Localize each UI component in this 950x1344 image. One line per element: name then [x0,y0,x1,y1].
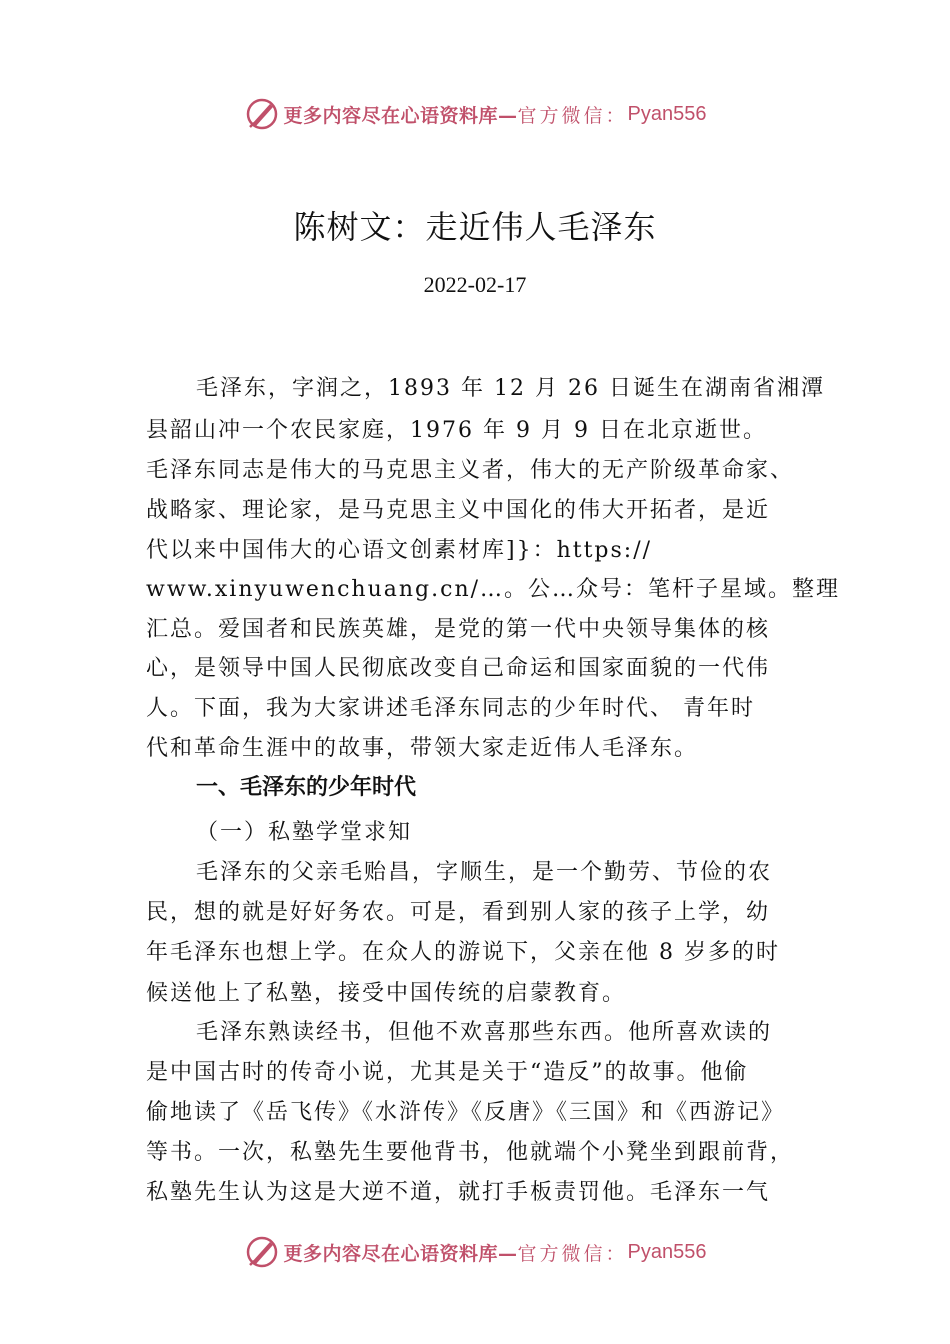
paragraph-line: www.xinyuwenchuang.cn/…。公…众号：笔杆子星域。整理 [146,577,841,602]
footer-banner [0,1232,950,1272]
paragraph-line: 毛泽东的父亲毛贻昌，字顺生，是一个勤劳、节俭的农 [196,860,773,885]
paragraph-line: 毛泽东熟读经书，但他不欢喜那些东西。他所喜欢读的 [196,1020,773,1045]
section-heading: 一、毛泽东的少年时代 [196,775,417,800]
paragraph-line: 是中国古时的传奇小说，尤其是关于“造反”的故事。他偷 [146,1060,749,1085]
paragraph-line: 心，是领导中国人民彻底改变自己命运和国家面貌的一代伟 [146,656,771,681]
paragraph-line: 候送他上了私塾，接受中国传统的启蒙教育。 [146,981,627,1006]
subsection-heading: （一）私塾学堂求知 [196,820,413,845]
banner-wechat-label: 官方微信： [517,1242,628,1265]
quill-pen-logo-icon [244,96,280,132]
banner-wechat-label: 官方微信： [517,104,628,127]
paragraph-line: 毛泽东同志是伟大的马克思主义者，伟大的无产阶级革命家、 [146,458,795,483]
paragraph-line: 战略家、理论家，是马克思主义中国化的伟大开拓者，是近 [146,498,771,523]
paragraph-line: 等书。一次，私塾先生要他背书，他就端个小凳坐到跟前背， [146,1140,795,1165]
paragraph-line: 代和革命生涯中的故事，带领大家走近伟人毛泽东。 [146,736,699,761]
banner-wechat-id: Pyan556 [627,1240,707,1263]
header-banner [0,94,950,134]
paragraph-line: 县韶山冲一个农民家庭，1976 年 9 月 9 日在北京逝世。 [146,418,767,443]
paragraph-line: 汇总。爱国者和民族英雄，是党的第一代中央领导集体的核 [146,617,771,642]
paragraph-line: 民，想的就是好好务农。可是，看到别人家的孩子上学，幼 [146,900,771,925]
banner-text: 更多内容尽在心语资料库— [283,104,518,127]
article-title: 陈树文：走近伟人毛泽东 [293,208,657,246]
paragraph-line: 人。下面，我为大家讲述毛泽东同志的少年时代、 青年时 [146,696,755,721]
paragraph-line: 偷地读了《岳飞传》《水浒传》《反唐》《三国》和《西游记》 [146,1100,786,1125]
paragraph-line: 年毛泽东也想上学。在众人的游说下，父亲在他 8 岁多的时 [146,940,780,965]
quill-pen-logo-icon [244,1234,280,1270]
banner-text: 更多内容尽在心语资料库— [283,1242,518,1265]
article-date: 2022-02-17 [423,272,527,297]
paragraph-line: 代以来中国伟大的心语文创素材库]}：https:// [146,538,653,563]
paragraph-line: 私塾先生认为这是大逆不道，就打手板责罚他。毛泽东一气 [146,1180,771,1205]
banner-wechat-id: Pyan556 [627,102,707,125]
paragraph-line: 毛泽东，字润之，1893 年 12 月 26 日诞生在湖南省湘潭 [196,376,825,401]
